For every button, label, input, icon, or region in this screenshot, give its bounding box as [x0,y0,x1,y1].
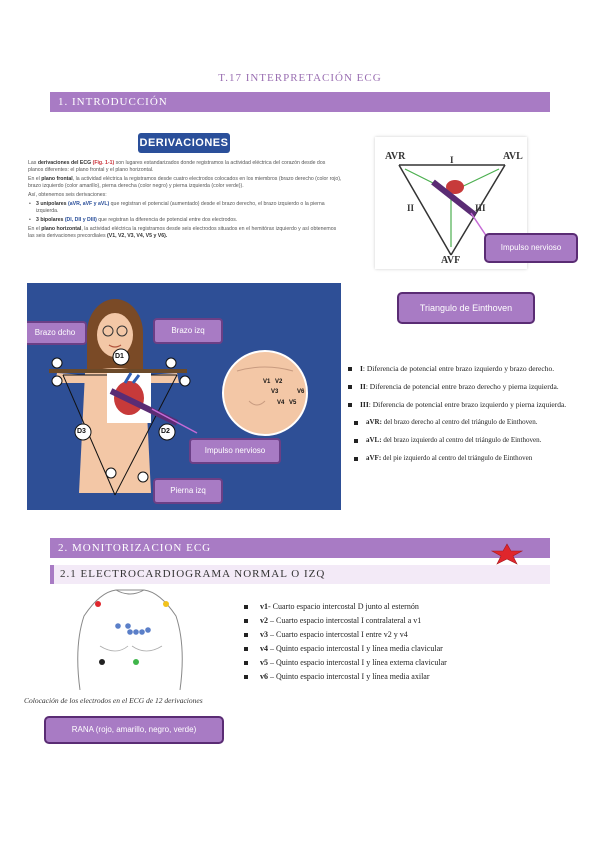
lead-iii-label: III [475,203,486,213]
chest-electrode-figure [70,586,190,690]
lead-item-i: I: Diferencia de potencial entre brazo izquierdo y brazo derecho. [348,364,598,382]
paragraph-seis-derivaciones: Así, obtenemos seis derivaciones: [28,192,107,198]
lead-item-avl: aVL: del brazo izquierdo al centro del triángulo de Einthoven. [348,436,598,454]
derivaciones-banner [138,133,230,153]
electrode-item-v6: v6 – Quinto espacio intercostal I y línea media axilar [244,672,584,686]
section-heading-text: 2. MONITORIZACION ECG [58,542,212,554]
lead-ii-label: II [407,203,415,213]
figure-caption: Colocación de los electrodos en el ECG de 12 derivaciones [24,696,203,705]
v-label-v2: V2 [275,379,283,385]
bullet-unipolares: • 3 unipolares (aVR, aVF y aVL) que registran el potencial (aumentado) desde el brazo derecho, el brazo izquierdo o la pierna izquierda. [29,201,325,214]
paragraph-definicion: Las derivaciones del ECG (Fig. 1-1) son lugares estandarizados donde registramos la actividad eléctrica del corazón desde dos planos diferentes: el plano frontal y el plano horizontal. [28,160,326,173]
lead-item-iii: III: Diferencia de potencial entre brazo izquierdo y pierna izquierda. [348,400,598,418]
bullet-bipolares: • 3 bipolares (DI, DII y DIII) que registran la diferencia de potencial entre dos electrodos. [29,217,238,223]
v-label-v3: V3 [271,389,279,395]
electrode-item-v3: v3 – Cuarto espacio intercostal I entre v2 y v4 [244,630,584,644]
avr-label: AVR [385,151,406,162]
v-label-v6: V6 [297,389,305,395]
derivaciones-banner-text: DERIVACIONES [139,137,229,149]
lead-item-avr: aVR: del brazo derecho al centro del triángulo de Einthoven. [348,418,598,436]
brazo-izq-label: Brazo izq [153,318,223,344]
avl-label: AVL [503,151,523,162]
paragraph-plano-horizontal: En el plano horizontal, la actividad eléctrica la registramos desde seis electrodos situados en el hemitórax izquierdo y así obtenemos las seis derivaciones precordiales (V1, V2, V3, V4, V5 y V6). [28,226,337,239]
rana-colors-label: RANA (rojo, amarillo, negro, verde) [44,716,224,744]
section-heading-text: 1. INTRODUCCIÓN [58,96,168,108]
v-label-v1: V1 [263,379,271,385]
derivaciones-text [28,160,342,240]
d2-label: D2 [161,428,170,435]
leads-list [348,364,598,472]
triangulo-einthoven-caption: Triangulo de Einthoven [397,292,535,324]
impulso-nervioso-einthoven-label: Impulso nervioso [484,233,578,263]
avf-label: AVF [441,255,461,266]
body-diagram-panel [27,283,341,510]
pierna-izq-label: Pierna izq [153,478,223,504]
v-label-v4: V4 [277,400,285,406]
page-title: T.17 INTERPRETACIÓN ECG [218,72,382,84]
electrode-item-v1: v1- Cuarto espacio intercostal D junto al esternón [244,602,584,616]
electrode-item-v2: v2 – Cuarto espacio intercostal I contralateral a v1 [244,616,584,630]
subsection-heading-text: 2.1 ELECTROCARDIOGRAMA NORMAL O IZQ [60,568,326,580]
impulso-nervioso-body-label: Impulso nervioso [189,438,281,464]
section-heading-introduccion [50,92,550,112]
electrode-list [244,602,584,686]
d3-label: D3 [77,428,86,435]
lead-item-avf: aVF: del pie izquierdo al centro del triángulo de Einthoven [348,454,598,472]
star-icon [490,543,524,565]
paragraph-plano-frontal: En el plano frontal, la actividad eléctrica la registramos desde cuatro electrodos colocados en los miembros (brazo derecho (color rojo), brazo izquierdo (color amarillo), pierna derecha (color negro) y pierna izquierda (color verde)). [28,176,342,189]
v-label-v5: V5 [289,400,297,406]
lead-item-ii: II: Diferencia de potencial entre brazo derecho y pierna izquierda. [348,382,598,400]
subsection-heading-ecg-normal [50,565,550,584]
electrode-item-v5: v5 – Quinto espacio intercostal I y línea externa clavicular [244,658,584,672]
brazo-dcho-label: Brazo dcho [27,321,87,345]
section-heading-monitorizacion [50,538,550,558]
electrode-item-v4: v4 – Quinto espacio intercostal I y línea media clavicular [244,644,584,658]
d1-label: D1 [115,353,124,360]
lead-i-label: I [450,155,454,165]
